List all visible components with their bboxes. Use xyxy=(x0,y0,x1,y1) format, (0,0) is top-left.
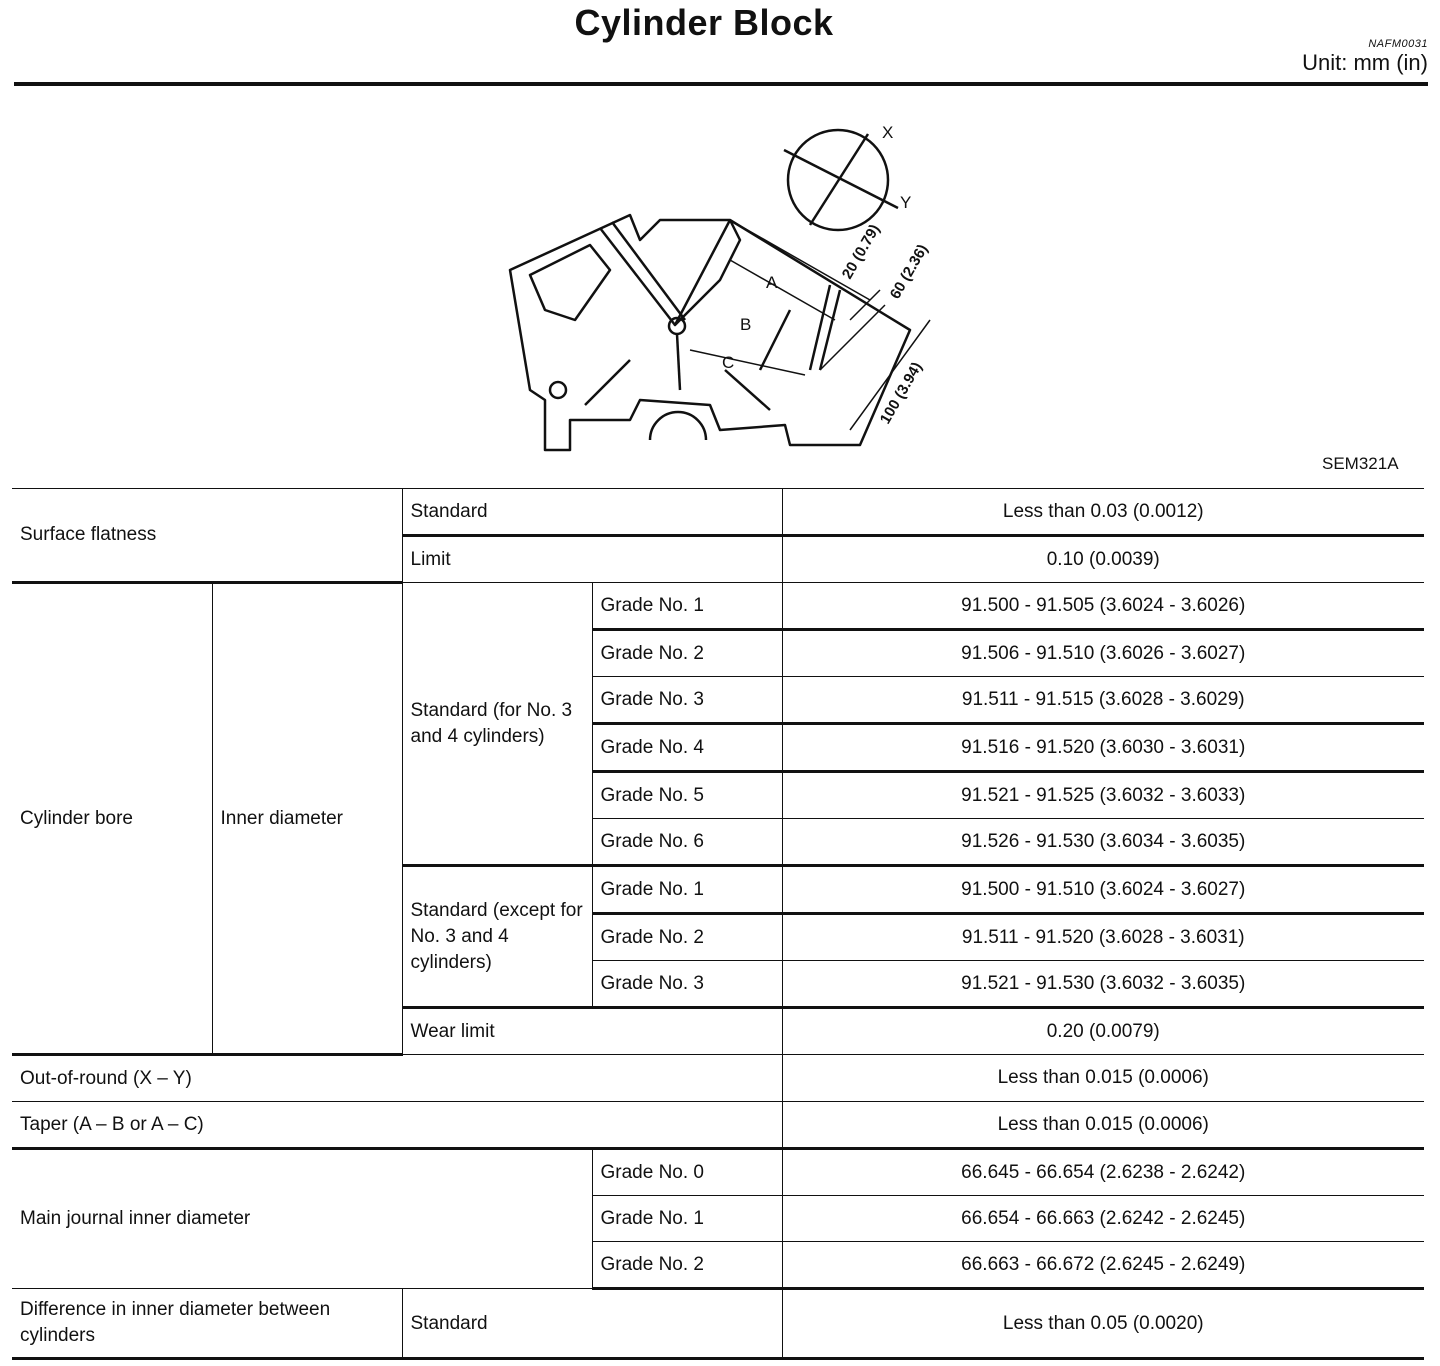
grade-value: 91.511 - 91.520 (3.6028 - 3.6031) xyxy=(782,914,1424,961)
row-sublabel: Standard xyxy=(402,1289,782,1359)
grade-value: 66.645 - 66.654 (2.6238 - 2.6242) xyxy=(782,1149,1424,1196)
cylinder-block-diagram xyxy=(490,120,950,470)
row-sublabel: Standard (except for No. 3 and 4 cylinders) xyxy=(402,866,592,1008)
row-value: Less than 0.03 (0.0012) xyxy=(782,489,1424,536)
grade-value: 66.654 - 66.663 (2.6242 - 2.6245) xyxy=(782,1196,1424,1242)
grade-value: 91.526 - 91.530 (3.6034 - 3.6035) xyxy=(782,819,1424,866)
grade-value: 91.516 - 91.520 (3.6030 - 3.6031) xyxy=(782,724,1424,772)
grade-label: Grade No. 4 xyxy=(592,724,782,772)
label-c: C xyxy=(722,353,735,372)
grade-label: Grade No. 2 xyxy=(592,1242,782,1289)
row-sublabel: Standard xyxy=(402,489,782,536)
row-label: Difference in inner diameter between cylinders xyxy=(12,1289,402,1359)
row-label: Main journal inner diameter xyxy=(12,1149,592,1289)
row-sublabel: Limit xyxy=(402,536,782,583)
table-row xyxy=(12,1289,1424,1359)
row-sublabel: Wear limit xyxy=(402,1008,782,1055)
grade-value: 91.500 - 91.510 (3.6024 - 3.6027) xyxy=(782,866,1424,914)
figure-code: SEM321A xyxy=(1322,454,1399,473)
grade-label: Grade No. 2 xyxy=(592,914,782,961)
grade-value: 91.521 - 91.525 (3.6032 - 3.6033) xyxy=(782,772,1424,819)
grade-label: Grade No. 1 xyxy=(592,1196,782,1242)
table-row xyxy=(12,1149,1424,1196)
label-b: B xyxy=(740,315,752,334)
grade-label: Grade No. 1 xyxy=(592,583,782,630)
row-label: Out-of-round (X – Y) xyxy=(12,1055,782,1102)
grade-value: 91.521 - 91.530 (3.6032 - 3.6035) xyxy=(782,961,1424,1008)
grade-label: Grade No. 3 xyxy=(592,677,782,724)
label-a: A xyxy=(766,273,778,292)
dim-100: 100 (3.94) xyxy=(876,359,926,427)
grade-label: Grade No. 5 xyxy=(592,772,782,819)
row-label: Cylinder bore xyxy=(12,583,212,1055)
label-y: Y xyxy=(900,193,912,212)
grade-value: 66.663 - 66.672 (2.6245 - 2.6249) xyxy=(782,1242,1424,1289)
row-value: 0.10 (0.0039) xyxy=(782,536,1424,583)
table-row xyxy=(12,583,1424,630)
grade-label: Grade No. 2 xyxy=(592,630,782,677)
document-code: NAFM0031 xyxy=(1368,38,1428,50)
table-row xyxy=(12,489,1424,536)
dim-20: 20 (0.79) xyxy=(838,221,884,282)
grade-label: Grade No. 1 xyxy=(592,866,782,914)
block-outline xyxy=(510,215,910,450)
row-label: Surface flatness xyxy=(12,489,402,583)
grade-label: Grade No. 3 xyxy=(592,961,782,1008)
grade-value: 91.511 - 91.515 (3.6028 - 3.6029) xyxy=(782,677,1424,724)
bore-axis-x xyxy=(810,134,868,225)
row-label: Taper (A – B or A – C) xyxy=(12,1102,782,1149)
grade-label: Grade No. 0 xyxy=(592,1149,782,1196)
title-rule xyxy=(14,82,1428,86)
row-value: Less than 0.05 (0.0020) xyxy=(782,1289,1424,1359)
grade-value: 91.506 - 91.510 (3.6026 - 3.6027) xyxy=(782,630,1424,677)
row-sublabel: Inner diameter xyxy=(212,583,402,1055)
unit-label: Unit: mm (in) xyxy=(1302,50,1428,75)
grade-value: 91.500 - 91.505 (3.6024 - 3.6026) xyxy=(782,583,1424,630)
table-row xyxy=(12,1102,1424,1149)
dim-60: 60 (2.36) xyxy=(886,241,932,302)
label-x: X xyxy=(882,123,894,142)
row-value: 0.20 (0.0079) xyxy=(782,1008,1424,1055)
bore-axis-y xyxy=(784,150,898,208)
page-title: Cylinder Block xyxy=(574,2,834,43)
row-sublabel: Standard (for No. 3 and 4 cylinders) xyxy=(402,583,592,866)
table-row xyxy=(12,1055,1424,1102)
row-value: Less than 0.015 (0.0006) xyxy=(782,1055,1424,1102)
row-value: Less than 0.015 (0.0006) xyxy=(782,1102,1424,1149)
spec-table xyxy=(12,488,1424,1360)
grade-label: Grade No. 6 xyxy=(592,819,782,866)
